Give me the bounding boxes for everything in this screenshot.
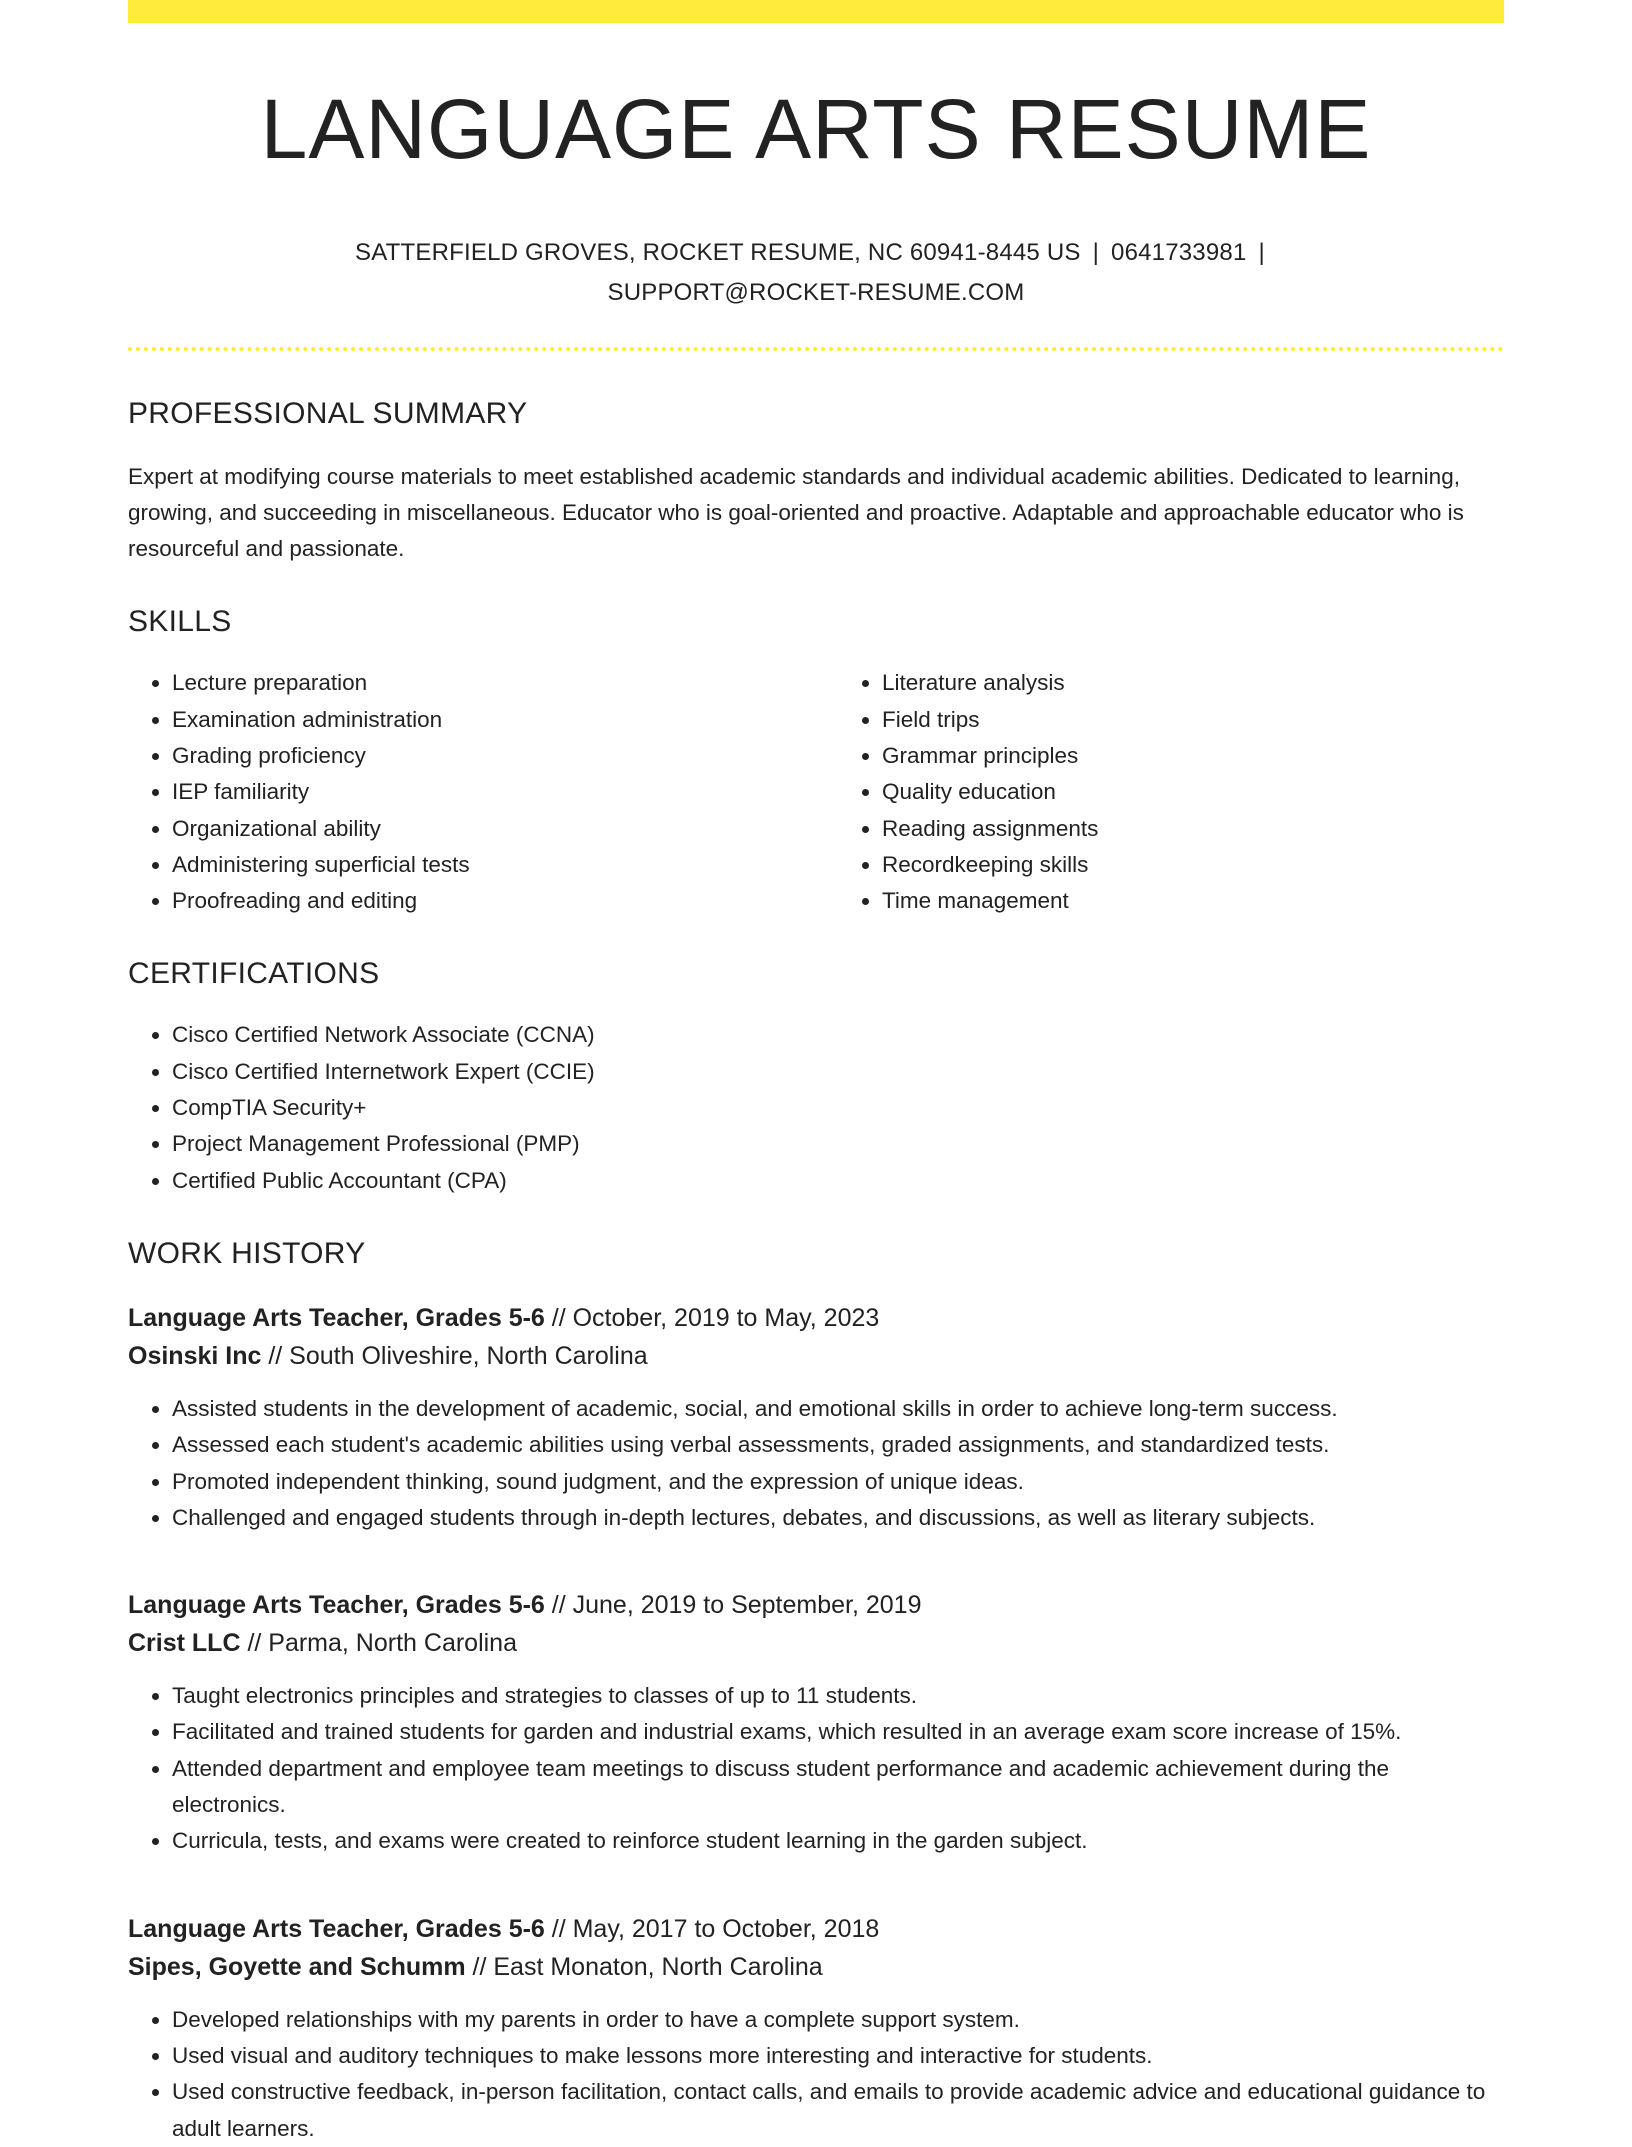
- certifications-list: [128, 1017, 1504, 1198]
- skill-item: • Lecture preparation: [172, 665, 794, 701]
- certification-item: • Cisco Certified Network Associate (CCNA): [172, 1017, 1504, 1053]
- skill-item: • Grammar principles: [882, 738, 1504, 774]
- certification-item: • Cisco Certified Internetwork Expert (CCIE): [172, 1054, 1504, 1090]
- section-title-skills: SKILLS: [128, 605, 232, 639]
- job-duty-item: • Taught electronics principles and strategies to classes of up to 11 students.: [172, 1678, 1504, 1714]
- job-company-line: [128, 1948, 1504, 1986]
- job-location: // Parma, North Carolina: [240, 1629, 517, 1658]
- resume-page: [128, 0, 1504, 2147]
- job-location: // South Oliveshire, North Carolina: [261, 1341, 648, 1370]
- job-duties-list: [128, 1678, 1504, 1859]
- job-company: Crist LLC: [128, 1629, 241, 1658]
- job-role: Language Arts Teacher, Grades 5-6: [128, 1303, 545, 1332]
- contact-info: [316, 233, 1316, 313]
- job-duties-list: [128, 2002, 1504, 2147]
- job-duty-item: • Used constructive feedback, in-person facilitation, contact calls, and emails to provide academic advice and educational guidance to adult learners.: [172, 2074, 1504, 2147]
- skill-item: • IEP familiarity: [172, 774, 794, 810]
- job-title-line: [128, 1910, 1504, 1948]
- job-company-line: [128, 1337, 1504, 1375]
- skills-section: [128, 605, 1504, 919]
- job-duty-item: • Facilitated and trained students for garden and industrial exams, which resulted in an average exam score increase of 15%.: [172, 1714, 1504, 1750]
- certification-item: • Certified Public Accountant (CPA): [172, 1163, 1504, 1199]
- skill-item: • Organizational ability: [172, 811, 794, 847]
- job-role: Language Arts Teacher, Grades 5-6: [128, 1591, 545, 1620]
- work-history-section: [128, 1237, 1504, 2147]
- contact-separator: |: [1092, 239, 1100, 267]
- summary-text: Expert at modifying course materials to meet established academic standards and individual academic abilities. Dedicated to learning, growing, and succeeding in miscellaneous. Educator who is goal-oriented and proactive. Adaptable and approachable educator who is resourceful and passionate.: [128, 464, 1464, 562]
- skill-item: • Proofreading and editing: [172, 883, 794, 919]
- contact-email: SUPPORT@ROCKET-RESUME.COM: [607, 279, 1025, 307]
- job-entry: [128, 1299, 1504, 1536]
- page-title: LANGUAGE ARTS RESUME: [260, 82, 1372, 176]
- section-title-summary: PROFESSIONAL SUMMARY: [128, 397, 528, 431]
- job-duty-item: • Assisted students in the development of academic, social, and emotional skills in order to achieve long-term success.: [172, 1391, 1504, 1427]
- job-duty-item: • Assessed each student's academic abilities using verbal assessments, graded assignments, and standardized tests.: [172, 1427, 1504, 1463]
- skill-item: • Examination administration: [172, 702, 794, 738]
- skills-list-left: [128, 665, 794, 919]
- skill-item: • Time management: [882, 883, 1504, 919]
- job-title-line: [128, 1299, 1504, 1337]
- job-dates: // June, 2019 to September, 2019: [544, 1591, 922, 1620]
- section-title-certifications: CERTIFICATIONS: [128, 957, 380, 991]
- job-duty-item: • Developed relationships with my parents in order to have a complete support system.: [172, 2002, 1504, 2038]
- accent-bar: [128, 0, 1504, 23]
- skill-item: • Reading assignments: [882, 811, 1504, 847]
- job-dates: // May, 2017 to October, 2018: [544, 1914, 880, 1943]
- skill-item: • Quality education: [882, 774, 1504, 810]
- contact-phone: 0641733981: [1111, 239, 1247, 267]
- job-duty-item: • Promoted independent thinking, sound judgment, and the expression of unique ideas.: [172, 1464, 1504, 1500]
- job-company-line: [128, 1624, 1504, 1662]
- contact-separator: |: [1258, 239, 1265, 267]
- job-duty-item: • Used visual and auditory techniques to make lessons more interesting and interactive for students.: [172, 2038, 1504, 2074]
- job-company: Sipes, Goyette and Schumm: [128, 1952, 466, 1981]
- job-company: Osinski Inc: [128, 1341, 262, 1370]
- job-duty-item: • Challenged and engaged students through in-depth lectures, debates, and discussions, as well as literary subjects.: [172, 1500, 1504, 1536]
- job-duty-item: • Curricula, tests, and exams were created to reinforce student learning in the garden subject.: [172, 1823, 1504, 1859]
- skill-item: • Literature analysis: [882, 665, 1504, 701]
- contact-address: SATTERFIELD GROVES, ROCKET RESUME, NC 60941-8445 US: [355, 239, 1081, 267]
- skill-item: • Grading proficiency: [172, 738, 794, 774]
- job-title-line: [128, 1586, 1504, 1624]
- skills-grid: [128, 639, 1504, 919]
- job-role: Language Arts Teacher, Grades 5-6: [128, 1914, 545, 1943]
- section-title-work-history: WORK HISTORY: [128, 1236, 366, 1270]
- job-duty-item: • Attended department and employee team meetings to discuss student performance and academic achievement during the electronics.: [172, 1751, 1504, 1824]
- dotted-divider: [128, 347, 1504, 351]
- professional-summary-section: [128, 397, 1504, 567]
- skill-item: • Field trips: [882, 702, 1504, 738]
- job-location: // East Monaton, North Carolina: [465, 1952, 823, 1981]
- certification-item: • CompTIA Security+: [172, 1090, 1504, 1126]
- job-duties-list: [128, 1391, 1504, 1536]
- skill-item: • Administering superficial tests: [172, 847, 794, 883]
- skills-list-right: [838, 665, 1504, 919]
- certifications-section: [128, 957, 1504, 1198]
- skill-item: • Recordkeeping skills: [882, 847, 1504, 883]
- certification-item: • Project Management Professional (PMP): [172, 1126, 1504, 1162]
- job-entry: [128, 1910, 1504, 2147]
- job-dates: // October, 2019 to May, 2023: [544, 1303, 880, 1332]
- job-entry: [128, 1586, 1504, 1859]
